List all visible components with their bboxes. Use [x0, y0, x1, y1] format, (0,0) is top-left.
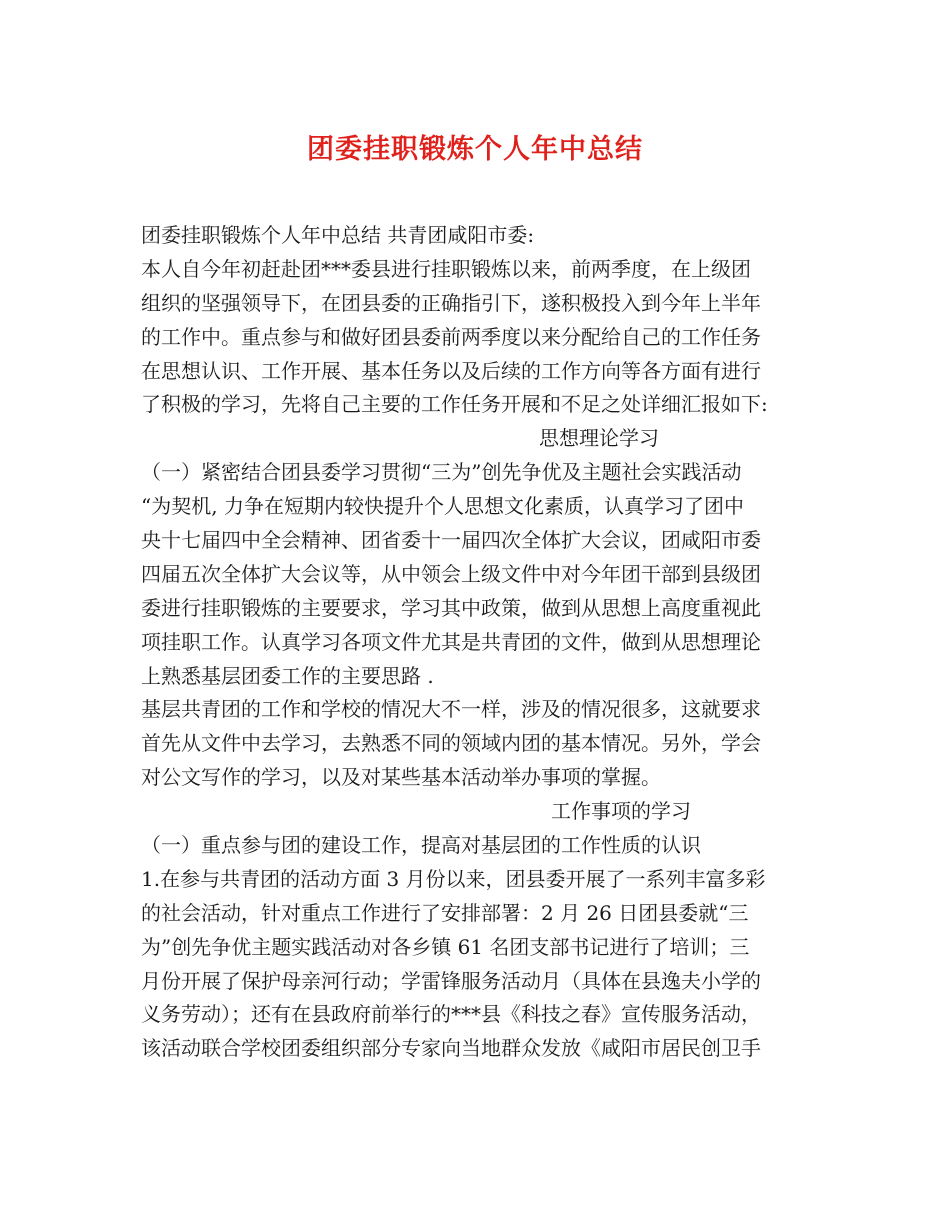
paragraph-line: 四届五次全体扩大会议等，从中领会上级文件中对今年团干部到县级团	[141, 561, 761, 586]
paragraph-line: 的工作中。重点参与和做好团县委前两季度以来分配给自己的工作任务	[141, 324, 761, 349]
paragraph-line: 义务劳动）；还有在县政府前举行的***县《科技之春》宣传服务活动，	[141, 1002, 761, 1027]
paragraph-line: 1.在参与共青团的活动方面 3 月份以来，团县委开展了一系列丰富多彩	[141, 866, 766, 891]
paragraph-line: 对公文写作的学习，以及对某些基本活动举办事项的掌握。	[141, 765, 661, 790]
paragraph-line: 为”创先争优主题实践活动对各乡镇 61 名团支部书记进行了培训；三	[141, 934, 750, 959]
paragraph-line: 央十七届四中全会精神、团省委十一届四次全体扩大会议，团咸阳市委	[141, 528, 761, 553]
paragraph-line: 首先从文件中去学习，去熟悉不同的领域内团的基本情况。另外，学会	[141, 731, 761, 756]
paragraph-line: 基层共青团的工作和学校的情况大不一样，涉及的情况很多，这就要求	[141, 697, 761, 722]
paragraph-line: 团委挂职锻炼个人年中总结 共青团咸阳市委:	[141, 223, 535, 247]
paragraph-line: 月份开展了保护母亲河行动；学雷锋服务活动月（具体在县逸夫小学的	[141, 968, 761, 993]
paragraph-line: 本人自今年初赶赴团***委县进行挂职锻炼以来，前两季度，在上级团	[141, 256, 751, 281]
document-title: 团委挂职锻炼个人年中总结	[307, 134, 643, 165]
paragraph-line: 该活动联合学校团委组织部分专家向当地群众发放《咸阳市居民创卫手	[141, 1036, 761, 1061]
paragraph-line: 了积极的学习，先将自己主要的工作任务开展和不足之处详细汇报如下:	[141, 392, 768, 417]
section-heading: 工作事项的学习	[551, 799, 691, 824]
paragraph-line: 项挂职工作。认真学习各项文件尤其是共青团的文件，做到从思想理论	[141, 629, 761, 654]
paragraph-line: （一）紧密结合团县委学习贯彻“三为”创先争优及主题社会实践活动	[141, 460, 742, 485]
section-heading: 思想理论学习	[539, 426, 659, 451]
paragraph-line: 上熟悉基层团委工作的主要思路 .	[141, 663, 434, 688]
document-body	[141, 219, 816, 1066]
paragraph-line: （一）重点参与团的建设工作，提高对基层团的工作性质的认识	[141, 833, 701, 858]
paragraph-line: “为契机, 力争在短期内较快提升个人思想文化素质，认真学习了团中	[141, 494, 744, 519]
paragraph-line: 的社会活动，针对重点工作进行了安排部署：2 月 26 日团县委就“三	[141, 900, 749, 925]
paragraph-line: 委进行挂职锻炼的主要要求，学习其中政策，做到从思想上高度重视此	[141, 595, 761, 620]
paragraph-line: 在思想认识、工作开展、基本任务以及后续的工作方向等各方面有进行	[141, 358, 761, 383]
paragraph-line: 组织的坚强领导下，在团县委的正确指引下，遂积极投入到今年上半年	[141, 290, 761, 315]
